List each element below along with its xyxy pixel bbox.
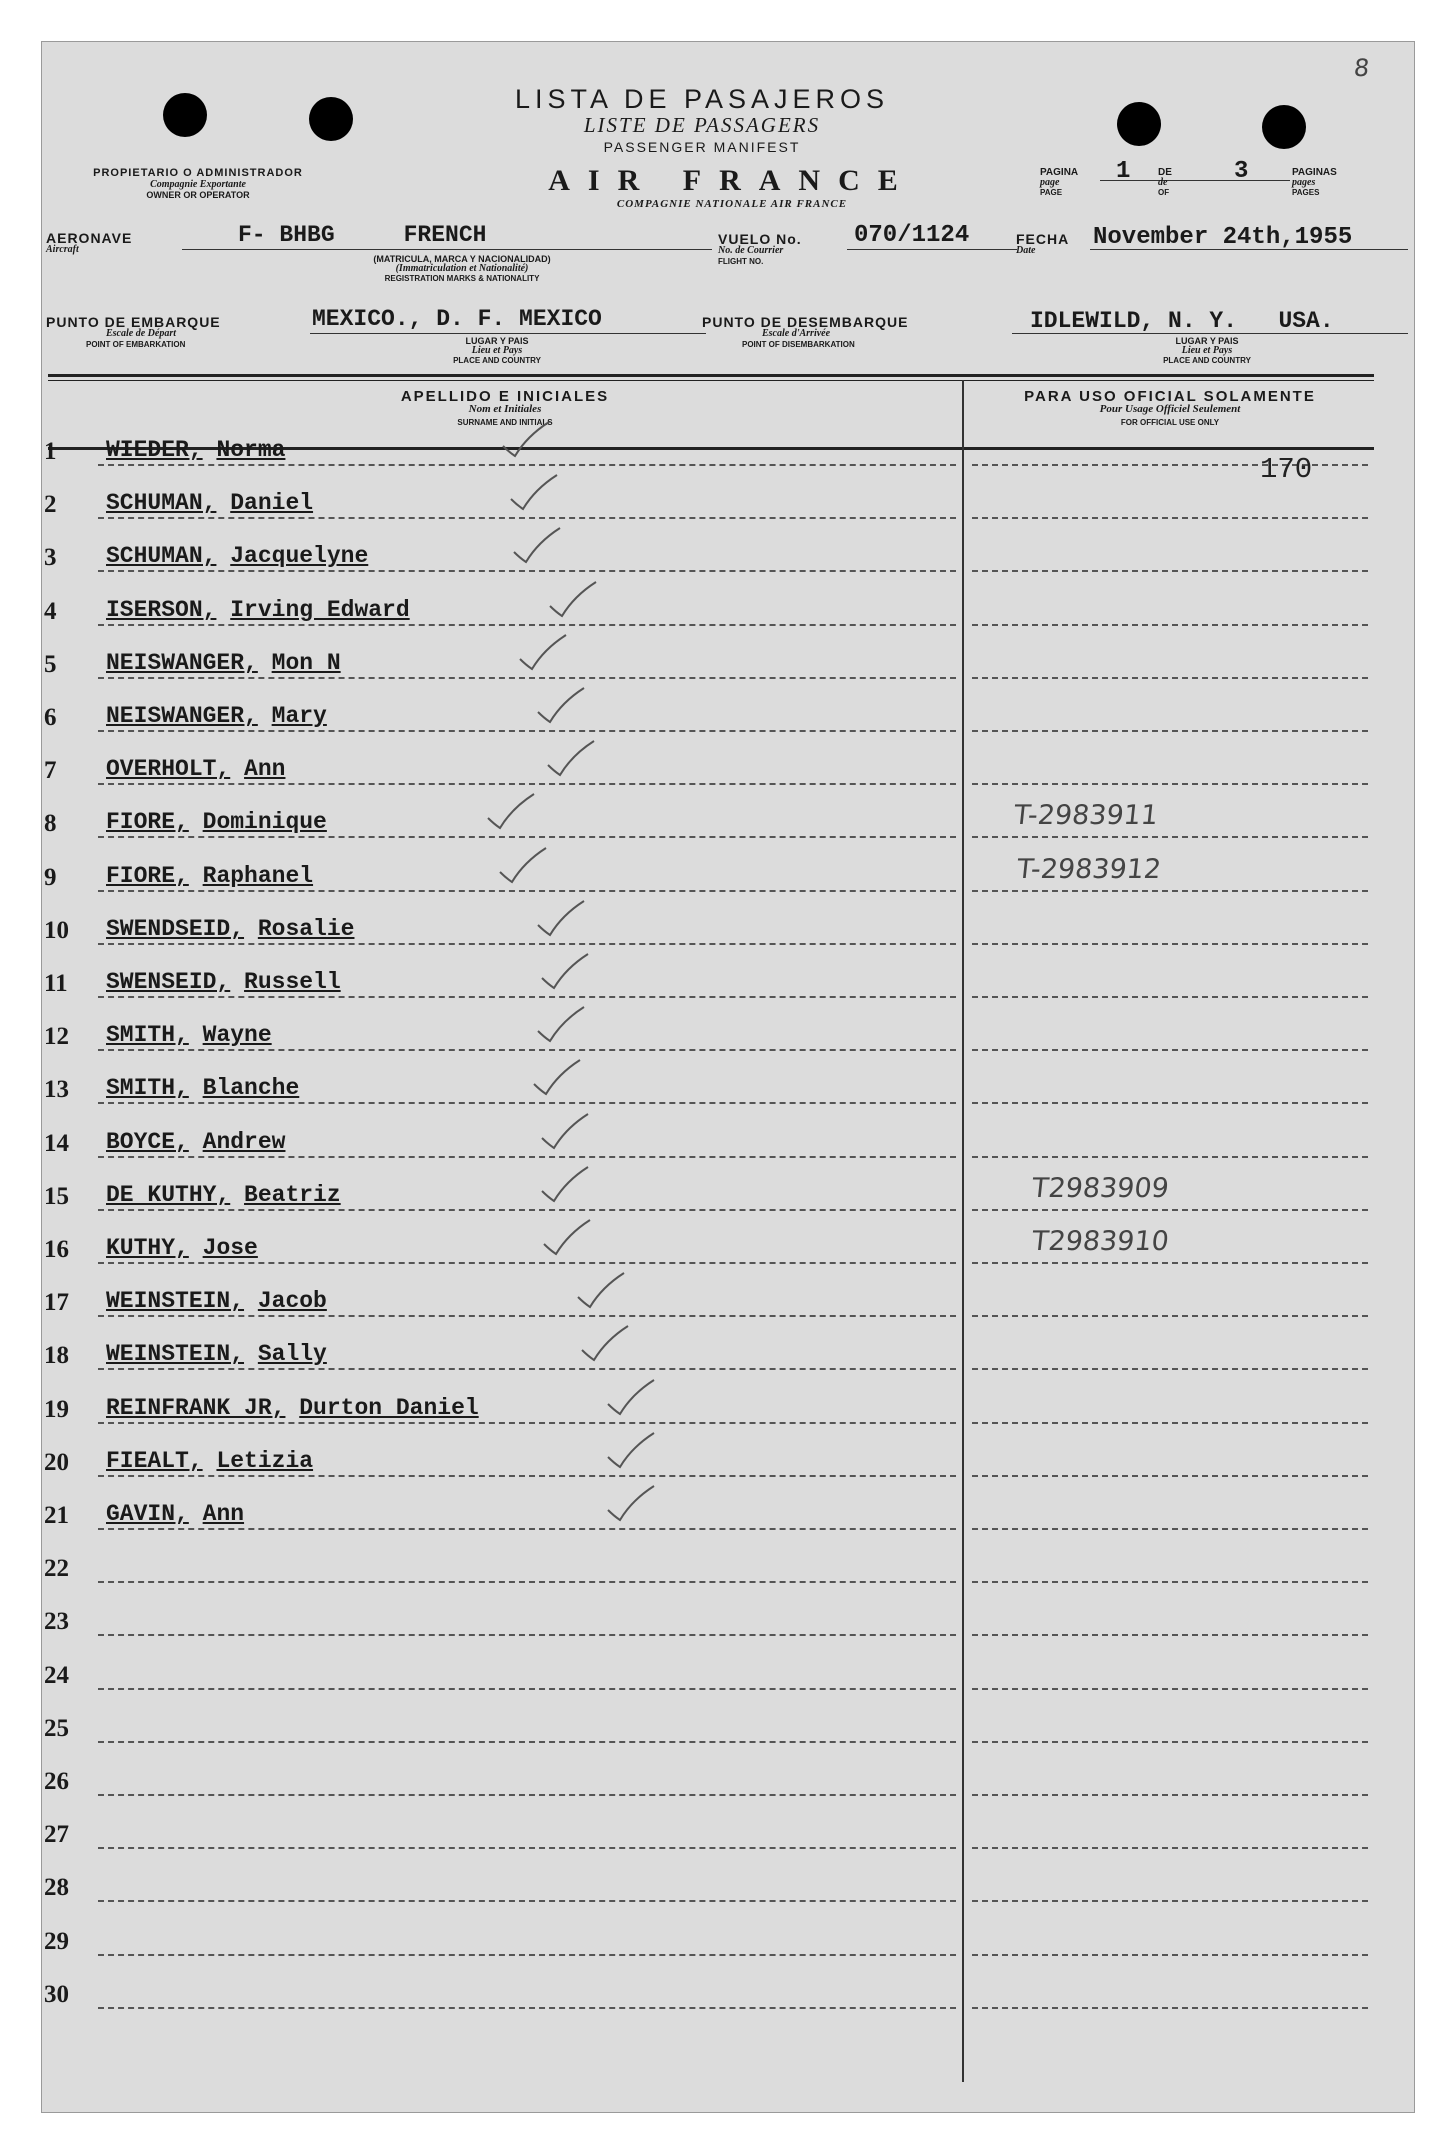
check-mark-icon [482, 788, 542, 838]
row-number: 19 [44, 1395, 69, 1423]
row-number: 16 [44, 1236, 69, 1263]
page-total: 3 [1234, 158, 1249, 185]
passenger-surname: SCHUMAN, [106, 490, 217, 517]
passenger-given-name: Daniel [230, 490, 314, 517]
passenger-name [106, 969, 341, 995]
passenger-given-name: Blanche [202, 1075, 300, 1102]
passenger-name [106, 756, 285, 782]
embark-label: PUNTO DE EMBARQUE Escale de Départ POINT OF EMBARKATION [46, 314, 221, 349]
official-rule [972, 783, 1368, 785]
passenger-surname: WEINSTEIN, [106, 1288, 245, 1315]
passenger-given-name: Wayne [202, 1022, 272, 1049]
punch-hole-icon [1117, 102, 1161, 146]
row-number: 7 [44, 757, 57, 785]
passenger-name [106, 916, 354, 942]
name-rule [98, 730, 956, 732]
passenger-name [106, 1395, 479, 1421]
official-rule [972, 677, 1368, 679]
official-rule [972, 1634, 1368, 1636]
passenger-name [106, 1182, 341, 1208]
disembark-sublabel: LUGAR Y PAIS Lieu et Pays PLACE AND COUNTRY [1163, 336, 1251, 365]
row-number: 27 [44, 1821, 69, 1849]
title-es: LISTA DE PASAJEROS [514, 84, 890, 114]
passenger-given-name: Sally [257, 1341, 327, 1368]
passenger-given-name: Mon N [271, 649, 341, 676]
check-mark-icon [508, 522, 568, 572]
official-rule [972, 1741, 1368, 1743]
passenger-name [106, 543, 368, 569]
name-rule [98, 2007, 956, 2009]
name-rule [98, 1315, 956, 1317]
row-number: 20 [44, 1448, 69, 1476]
check-mark-icon [538, 1214, 598, 1264]
official-rule [972, 1900, 1368, 1902]
official-rule [972, 570, 1368, 572]
passenger-given-name: Durton Daniel [299, 1394, 479, 1421]
page-number: 1 [1116, 158, 1131, 185]
passenger-surname: OVERHOLT, [106, 756, 231, 783]
passenger-name [106, 1022, 272, 1048]
passenger-given-name: Andrew [202, 1128, 286, 1155]
passenger-name [106, 703, 327, 729]
passenger-given-name: Dominique [202, 809, 327, 836]
name-rule [98, 1741, 956, 1743]
passenger-name [106, 597, 410, 623]
official-note: T-2983912 [1015, 853, 1163, 885]
name-rule [98, 1528, 956, 1530]
name-rule [98, 1262, 956, 1264]
passenger-given-name: Beatriz [244, 1181, 341, 1208]
passenger-given-name: Irving Edward [230, 596, 410, 623]
row-number: 5 [44, 650, 57, 678]
name-rule [98, 1581, 956, 1583]
passenger-surname: FIORE, [106, 862, 189, 889]
airline-name: AIR FRANCE [548, 164, 916, 197]
flight-label: VUELO No. No. de Courrier FLIGHT NO. [718, 231, 802, 266]
passenger-surname: WEINSTEIN, [106, 1341, 245, 1368]
punch-hole-icon [309, 97, 353, 141]
row-number: 24 [44, 1661, 69, 1689]
passenger-given-name: Raphanel [202, 862, 314, 889]
official-rule [972, 836, 1368, 838]
official-rule [972, 1688, 1368, 1690]
date-label: FECHA Date [1016, 231, 1070, 256]
passenger-name [106, 437, 285, 463]
row-number: 22 [44, 1555, 69, 1583]
title-en: PASSENGER MANIFEST [603, 139, 801, 155]
official-rule [972, 1528, 1368, 1530]
name-rule [98, 1900, 956, 1902]
passenger-given-name: Jose [202, 1235, 258, 1261]
check-mark-icon [544, 576, 604, 626]
passenger-surname: SMITH, [106, 1075, 189, 1102]
name-rule [98, 1954, 956, 1956]
header-rule [48, 374, 1374, 377]
passenger-name [106, 1235, 258, 1261]
row-number: 26 [44, 1768, 69, 1795]
check-mark-icon [542, 735, 602, 785]
row-number: 6 [44, 704, 57, 731]
passenger-given-name: Jacquelyne [230, 543, 369, 570]
passenger-surname: SWENSEID, [106, 969, 231, 995]
check-mark-icon [602, 1480, 662, 1530]
airline-subtitle: COMPAGNIE NATIONALE AIR FRANCE [616, 198, 848, 210]
row-number: 12 [44, 1023, 69, 1051]
check-mark-icon [532, 682, 592, 732]
row-number: 4 [44, 597, 57, 625]
check-mark-icon [532, 895, 592, 945]
name-rule [98, 1209, 956, 1211]
passenger-given-name: Ann [202, 1501, 245, 1527]
check-mark-icon [576, 1320, 636, 1370]
official-note: T2983910 [1030, 1226, 1171, 1257]
header-rule [48, 380, 1374, 381]
disembark-label: PUNTO DE DESEMBARQUE Escale d'Arrivée POINT OF DISEMBARKATION [702, 314, 909, 349]
title-fr: LISTE DE PASSAGERS [583, 113, 821, 137]
official-note: T2983909 [1030, 1172, 1171, 1204]
names-column-header: APELLIDO E INICIALES Nom et Initiales SURNAME AND INITIALS [400, 388, 610, 427]
row-number: 29 [44, 1927, 69, 1955]
row-number: 2 [44, 491, 57, 519]
official-rule [972, 890, 1368, 892]
official-rule [972, 624, 1368, 626]
official-column-header: PARA USO OFICIAL SOLAMENTE Pour Usage Officiel Seulement FOR OFFICIAL USE ONLY [1024, 388, 1316, 427]
official-rule [972, 1475, 1368, 1477]
passenger-surname: SCHUMAN, [106, 543, 217, 570]
passenger-given-name: Jacob [257, 1288, 327, 1315]
passenger-surname: FIEALT, [106, 1447, 203, 1474]
embark-sublabel: LUGAR Y PAIS Lieu et Pays PLACE AND COUNTRY [453, 336, 541, 365]
check-mark-icon [514, 629, 574, 679]
passenger-surname: NEISWANGER, [106, 703, 258, 729]
check-mark-icon [505, 469, 565, 519]
page-counter: PAGINA page PAGE 1 DE de OF 3 PAGINAS pages PAGES [1040, 158, 1337, 197]
name-rule [98, 1634, 956, 1636]
punch-hole-icon [163, 93, 207, 137]
name-rule [98, 1475, 956, 1477]
passenger-given-name: Mary [271, 703, 327, 729]
disembark-value: IDLEWILD, N. Y. USA. [1030, 308, 1334, 334]
passenger-surname: REINFRANK JR, [106, 1394, 286, 1421]
name-rule [98, 1368, 956, 1370]
passenger-name [106, 1448, 313, 1474]
row-number: 15 [44, 1182, 69, 1210]
passenger-given-name: Russell [244, 969, 341, 995]
name-rule [98, 783, 956, 785]
passenger-surname: ISERSON, [106, 596, 217, 623]
airline-block [472, 164, 992, 210]
check-mark-icon [602, 1374, 662, 1424]
name-rule [98, 996, 956, 998]
passenger-name [106, 1341, 327, 1367]
check-mark-icon [528, 1054, 588, 1104]
column-divider [962, 380, 964, 2082]
check-mark-icon [532, 1001, 592, 1051]
official-rule [972, 1315, 1368, 1317]
name-rule [98, 624, 956, 626]
official-note: T-2983911 [1012, 800, 1160, 832]
official-rule [972, 1422, 1368, 1424]
check-mark-icon [494, 842, 554, 892]
check-mark-icon [536, 948, 596, 998]
owner-label: PROPIETARIO O ADMINISTRADOR Compagnie Exportante OWNER OR OPERATOR [93, 167, 303, 200]
passenger-name [106, 809, 327, 835]
row-number: 11 [44, 970, 68, 997]
aircraft-label: AERONAVE Aircraft [46, 230, 133, 255]
name-rule [98, 1049, 956, 1051]
passenger-given-name: Ann [244, 756, 286, 783]
row-number: 17 [44, 1289, 69, 1317]
passenger-name [106, 650, 341, 676]
row-number: 25 [44, 1714, 69, 1742]
passenger-given-name: Letizia [216, 1447, 314, 1474]
check-mark-icon [602, 1427, 662, 1477]
name-rule [98, 1422, 956, 1424]
official-rule [972, 1847, 1368, 1849]
passenger-surname: BOYCE, [106, 1128, 189, 1155]
official-rule [972, 1262, 1368, 1264]
check-mark-icon [572, 1267, 632, 1317]
name-rule [98, 1847, 956, 1849]
official-rule [972, 1209, 1368, 1211]
passenger-name [106, 1129, 285, 1155]
name-rule [98, 1102, 956, 1104]
corner-mark: 8 [1352, 54, 1371, 82]
official-rule [972, 1954, 1368, 1956]
official-note: 170 [1260, 453, 1313, 487]
name-rule [98, 1794, 956, 1796]
passenger-surname: WIEDER, [106, 437, 203, 463]
passenger-surname: NEISWANGER, [106, 649, 258, 676]
passenger-name [106, 490, 313, 516]
aircraft-sublabel: (MATRICULA, MARCA Y NACIONALIDAD) (Immatriculation et Nationalité) REGISTRATION MARKS & NATIONALITY [373, 254, 551, 283]
official-rule [972, 1794, 1368, 1796]
official-rule [972, 1581, 1368, 1583]
check-mark-icon [497, 416, 557, 466]
passenger-name [106, 1075, 299, 1101]
official-rule [972, 1102, 1368, 1104]
row-number: 8 [44, 810, 57, 838]
aircraft-value: F- BHBG FRENCH [238, 222, 487, 248]
title-block [422, 84, 982, 155]
official-rule [972, 730, 1368, 732]
row-number: 18 [44, 1342, 69, 1370]
manifest-sheet [41, 41, 1415, 2113]
row-number: 3 [44, 544, 57, 572]
embark-value: MEXICO., D. F. MEXICO [312, 306, 602, 332]
name-rule [98, 1156, 956, 1158]
row-number: 1 [44, 438, 57, 465]
passenger-surname: SWENDSEID, [106, 915, 245, 942]
official-rule [972, 517, 1368, 519]
row-number: 30 [44, 1980, 69, 2008]
row-number: 14 [44, 1129, 69, 1157]
passenger-name [106, 863, 313, 889]
official-rule [972, 1156, 1368, 1158]
row-number: 10 [44, 916, 69, 944]
check-mark-icon [536, 1161, 596, 1211]
official-rule [972, 1368, 1368, 1370]
official-rule [972, 996, 1368, 998]
row-number: 21 [44, 1502, 69, 1529]
flight-number: 070/1124 [854, 222, 970, 249]
passenger-name [106, 1288, 327, 1314]
passenger-given-name: Rosalie [257, 915, 355, 942]
check-mark-icon [536, 1108, 596, 1158]
official-rule [972, 943, 1368, 945]
name-rule [98, 943, 956, 945]
official-rule [972, 1049, 1368, 1051]
row-number: 28 [44, 1874, 69, 1902]
passenger-surname: GAVIN, [106, 1501, 189, 1527]
passenger-surname: KUTHY, [106, 1235, 189, 1261]
official-rule [972, 2007, 1368, 2009]
passenger-surname: DE KUTHY, [106, 1181, 231, 1208]
row-number: 13 [44, 1076, 69, 1104]
passenger-given-name: Norma [216, 437, 286, 463]
passenger-surname: SMITH, [106, 1022, 189, 1049]
passenger-name [106, 1501, 244, 1527]
row-number: 23 [44, 1608, 69, 1636]
date-value: November 24th,1955 [1093, 224, 1353, 251]
name-rule [98, 1688, 956, 1690]
passenger-surname: FIORE, [106, 809, 189, 836]
row-number: 9 [44, 863, 57, 891]
punch-hole-icon [1262, 105, 1306, 149]
